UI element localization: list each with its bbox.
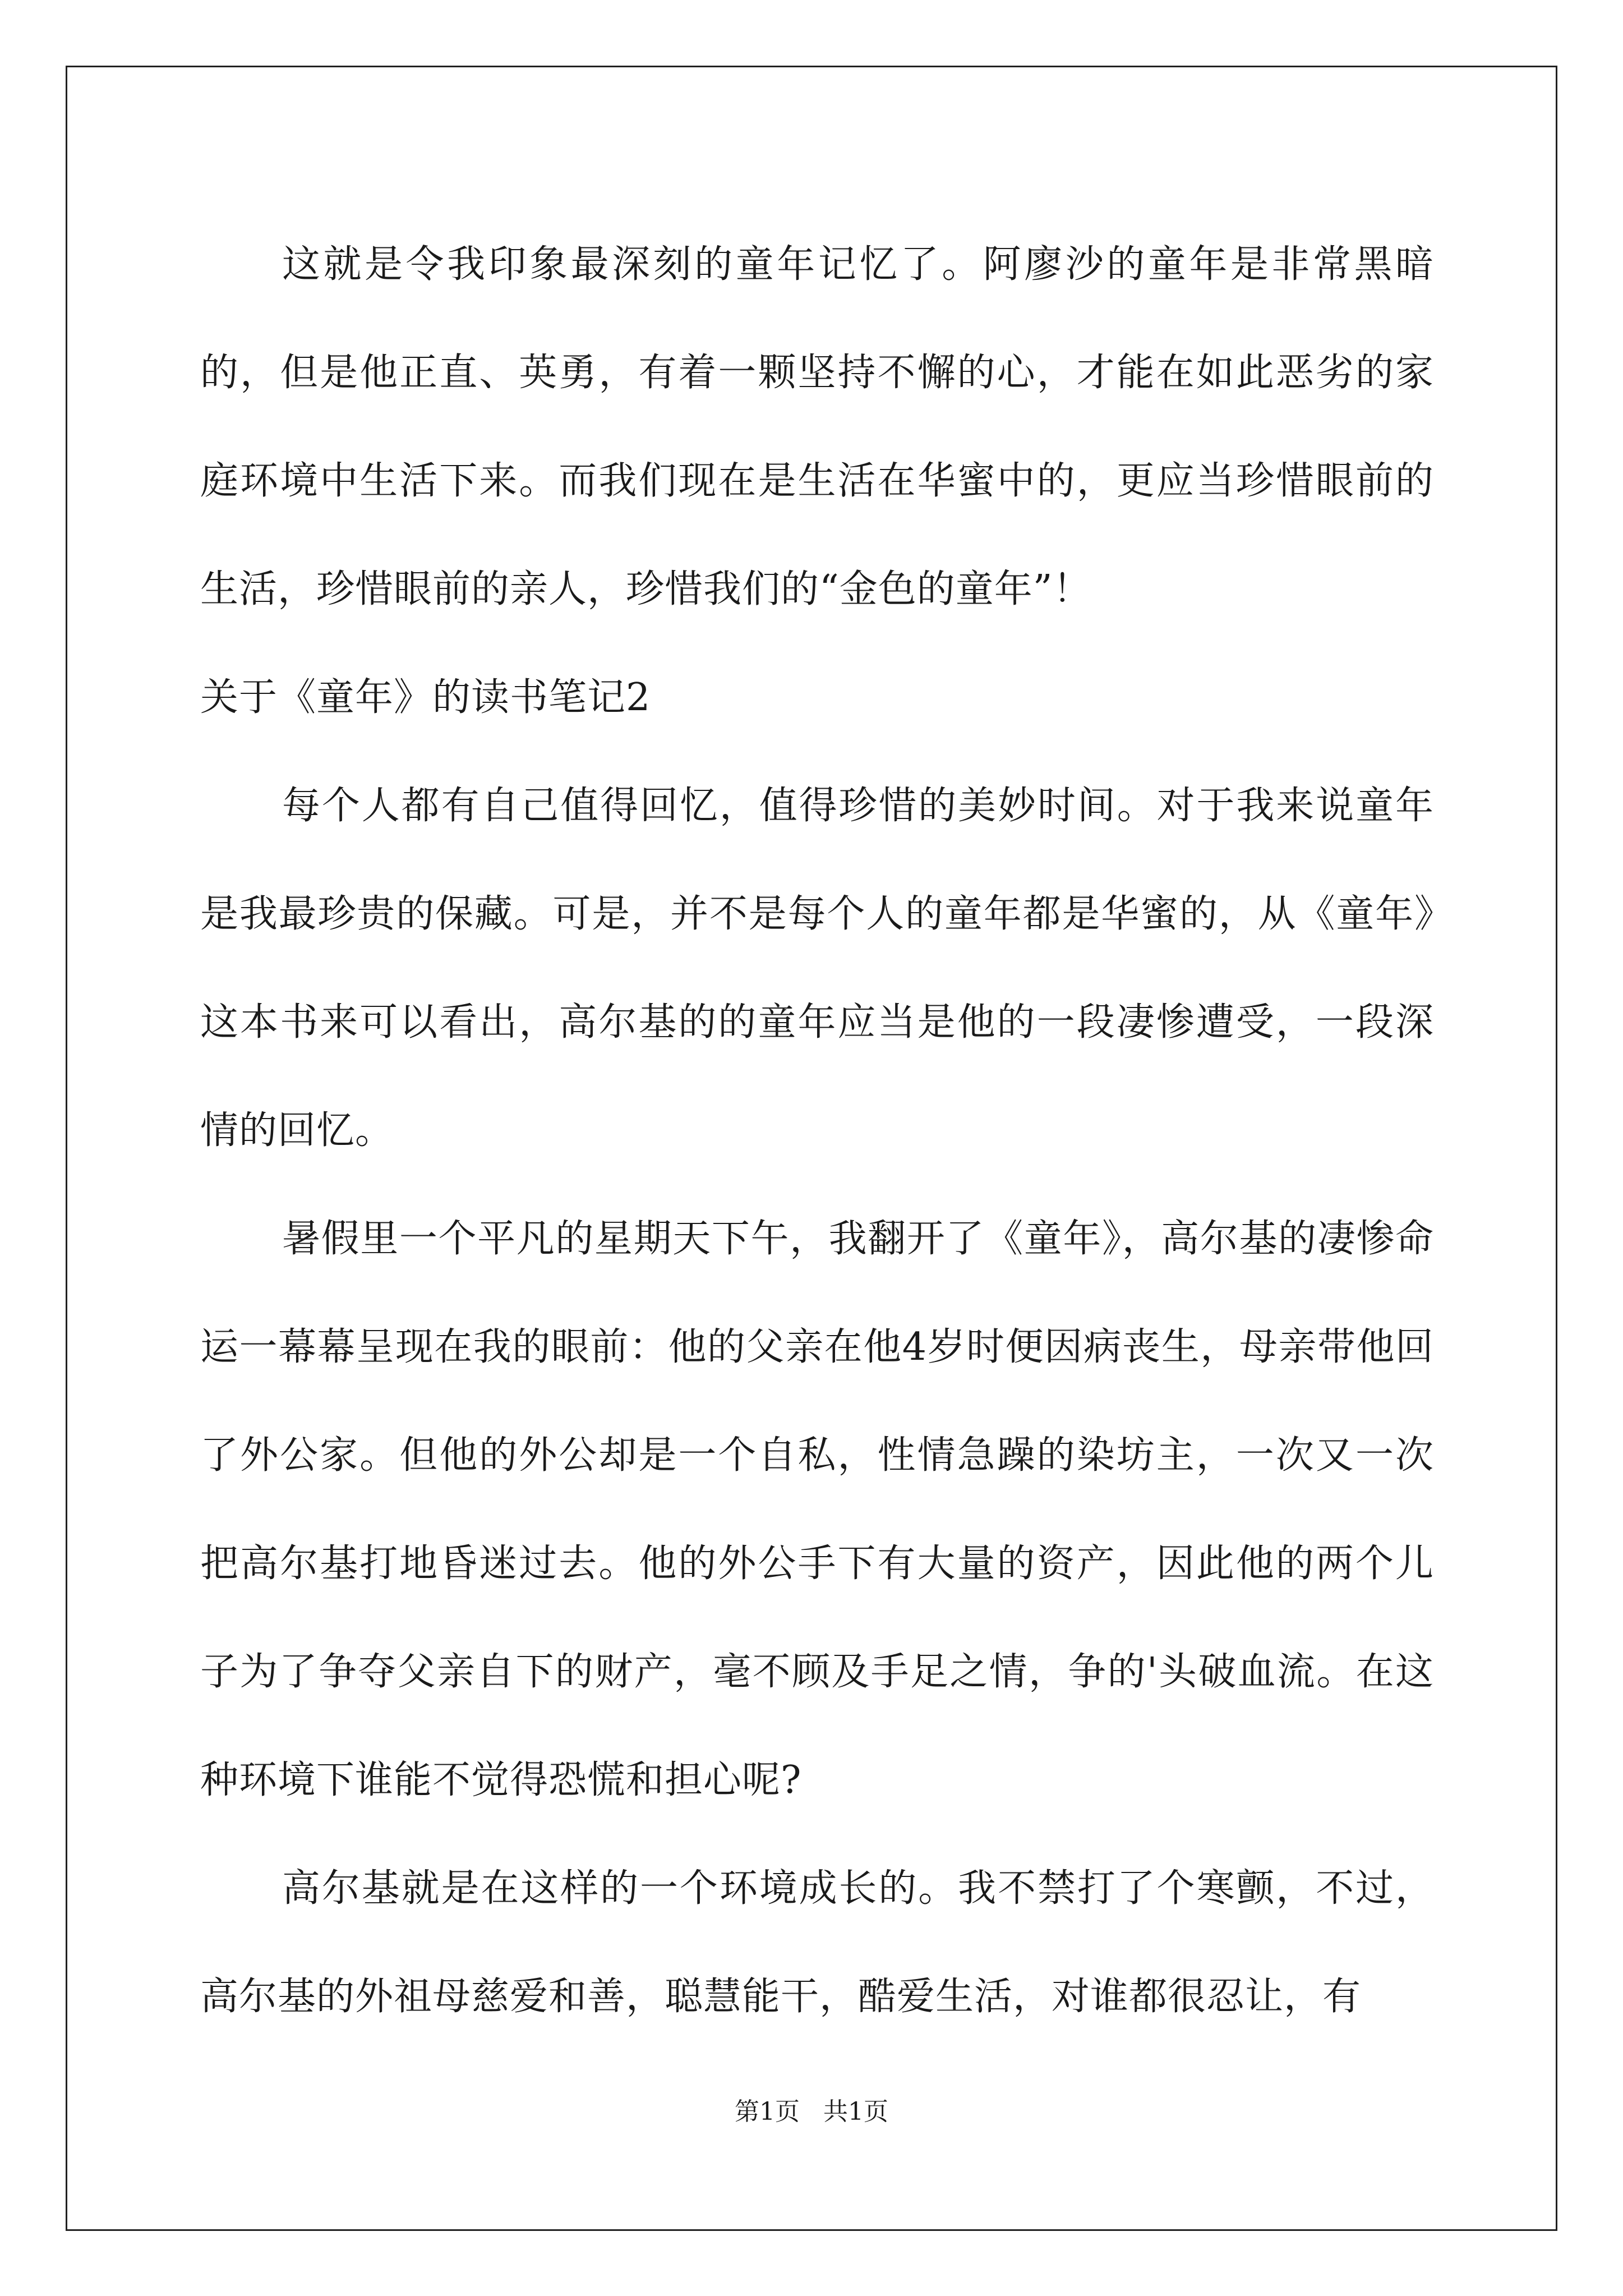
paragraph-3: 暑假里一个平凡的星期天下午，我翻开了《童年》，高尔基的凄惨命运一幕幕呈现在我的眼前：他的父亲在他4岁时便因病丧生，母亲带他回了外公家。但他的外公却是一个自私，性情急躁的染坊主，一次又一次把高尔基打地昏迷过去。他的外公手下有大量的资产，因此他的两个儿子为了争夺父亲自下的财产，毫不顾及手足之情，争的'头破血流。在这种环境下谁能不觉得恐慌和担心呢? — [200, 1217, 1434, 1802]
page-total: 共1页 — [823, 2097, 888, 2126]
paragraph-4: 高尔基就是在这样的一个环境成长的。我不禁打了个寒颤，不过，高尔基的外祖母慈爱和善，聪慧能干，酷爱生活，对谁都很忍让，有 — [200, 1866, 1434, 2019]
paragraph-1: 这就是令我印象最深刻的童年记忆了。阿廖沙的童年是非常黑暗的，但是他正直、英勇，有着一颗坚持不懈的心，才能在如此恶劣的家庭环境中生活下来。而我们现在是生活在华蜜中的，更应当珍惜眼前的生活，珍惜眼前的亲人，珍惜我们的“金色的童年”！ — [200, 242, 1434, 611]
page-number: 第1页 — [735, 2097, 800, 2126]
paragraph-2: 每个人都有自己值得回忆，值得珍惜的美妙时间。对于我来说童年是我最珍贵的保藏。可是，并不是每个人的童年都是华蜜的，从《童年》这本书来可以看出，高尔基的的童年应当是他的一段凄惨遭受，一段深情的回忆。 — [200, 784, 1434, 1153]
section-heading: 关于《童年》的读书笔记2 — [200, 675, 651, 720]
page-footer — [0, 2095, 1623, 2129]
document-body — [200, 210, 1434, 2051]
